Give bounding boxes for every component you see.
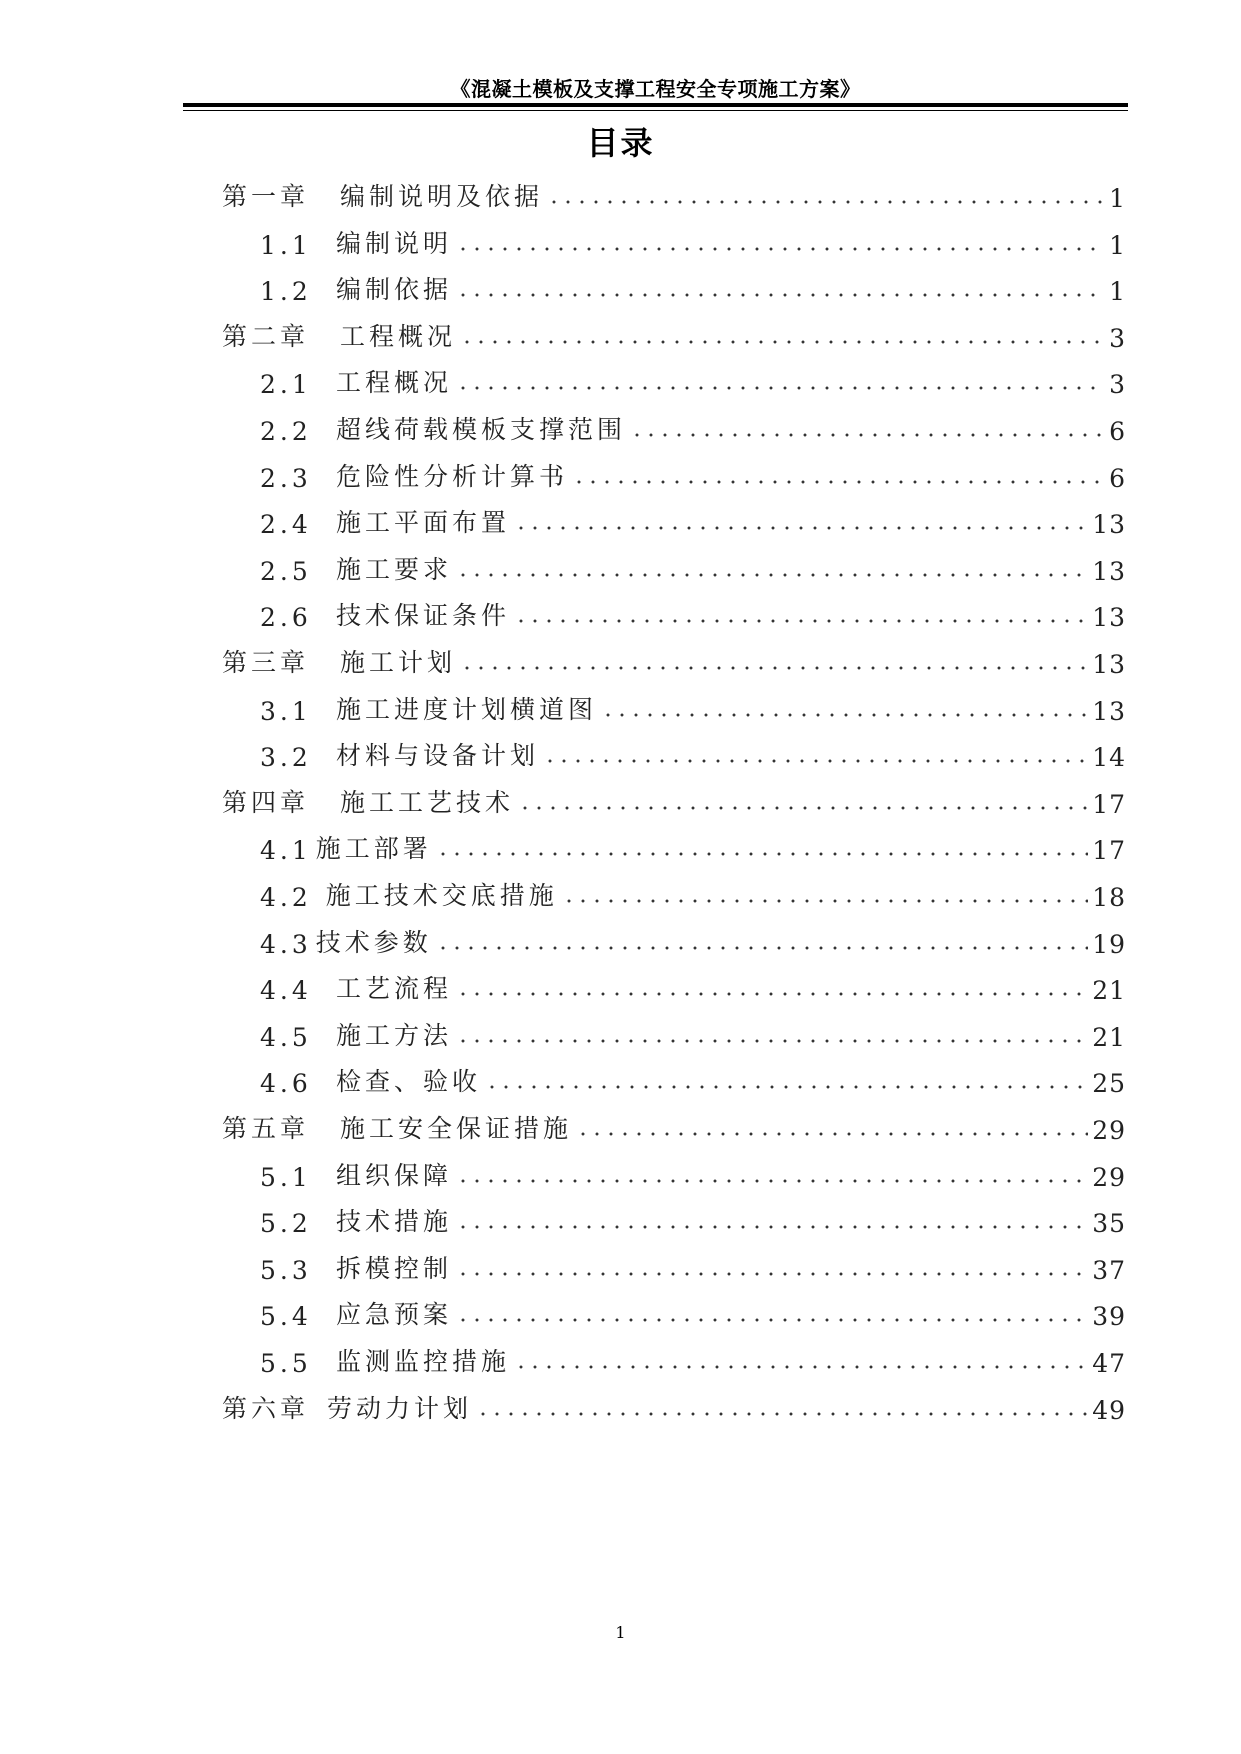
- toc-entry[interactable]: [260, 732, 1126, 772]
- toc-leader-dots: [576, 1132, 1088, 1136]
- toc-entry[interactable]: [260, 406, 1126, 446]
- toc-entry-page: 19: [1092, 929, 1126, 959]
- toc-entry-number: 第四章: [222, 787, 310, 817]
- toc-leader-dots: [456, 293, 1105, 297]
- toc-entry[interactable]: [222, 1105, 1126, 1145]
- toc-entry-number: 5.2: [260, 1209, 312, 1239]
- toc-entry-number: 4.2: [260, 883, 312, 912]
- toc-entry-number: 第一章: [222, 182, 310, 211]
- toc-entry[interactable]: [260, 592, 1126, 632]
- toc-entry-number: 第六章: [222, 1393, 310, 1423]
- toc-leader-dots: [547, 200, 1105, 204]
- toc-leader-dots: [514, 619, 1088, 623]
- toc-entry-number: 第二章: [222, 321, 310, 351]
- toc-leader-dots: [456, 386, 1105, 390]
- toc-leader-dots: [562, 899, 1088, 903]
- toc-entry[interactable]: [260, 499, 1126, 539]
- toc-leader-dots: [630, 433, 1105, 437]
- toc-entry-number: 5.5: [260, 1349, 312, 1378]
- toc-entry-label: 施工进度计划横道图: [336, 694, 598, 724]
- toc-entry-label: 材料与设备计划: [336, 741, 540, 771]
- toc-entry-number: 2.4: [260, 510, 312, 540]
- toc-entry[interactable]: [260, 220, 1126, 260]
- toc-entry-page: 47: [1092, 1349, 1126, 1378]
- toc-entry-page: 39: [1092, 1302, 1126, 1332]
- document-header-title: 《混凝土模板及支撑工程安全专项施工方案》: [450, 77, 861, 101]
- toc-entry-label: 施工安全保证措施: [340, 1114, 573, 1143]
- toc-entry[interactable]: [222, 313, 1126, 353]
- toc-entry[interactable]: [260, 359, 1126, 399]
- toc-entry-label: 工艺流程: [336, 974, 453, 1004]
- toc-entry-page: 13: [1092, 556, 1126, 586]
- toc-entry-page: 17: [1092, 789, 1126, 819]
- page-number: 1: [615, 1623, 626, 1642]
- toc-entry-page: 1: [1109, 230, 1126, 260]
- toc-entry-number: 2.3: [260, 463, 312, 493]
- toc-leader-dots: [476, 1412, 1088, 1416]
- toc-entry-label: 施工工艺技术: [340, 787, 515, 817]
- toc-entry-number: 1.2: [260, 277, 312, 307]
- toc-entry-label: 监测监控措施: [336, 1347, 511, 1376]
- toc-entry-label: 技术保证条件: [336, 601, 511, 631]
- toc-entry-page: 14: [1092, 743, 1126, 773]
- toc-entry-label: 施工部署: [315, 834, 432, 864]
- toc-entry-label: 施工计划: [340, 648, 457, 677]
- toc-entry-page: 13: [1092, 603, 1126, 633]
- toc-entry-number: 5.3: [260, 1255, 312, 1285]
- toc-leader-dots: [456, 573, 1088, 577]
- toc-leader-dots: [436, 946, 1088, 950]
- toc-entry-page: 1: [1109, 277, 1126, 307]
- toc-entry-number: 4.6: [260, 1069, 312, 1099]
- toc-entry-label: 施工平面布置: [336, 508, 511, 538]
- toc-entry[interactable]: [260, 266, 1126, 306]
- toc-entry-label: 技术措施: [336, 1207, 453, 1237]
- toc-entry[interactable]: [260, 919, 1126, 959]
- toc-leader-dots: [543, 759, 1088, 763]
- toc-entry-page: 6: [1109, 417, 1126, 446]
- toc-entry-label: 施工技术交底措施: [325, 881, 558, 910]
- toc-title: 目录: [586, 124, 655, 162]
- toc-entry-label: 组织保障: [336, 1160, 453, 1190]
- toc-entry[interactable]: [260, 1198, 1126, 1238]
- toc-entry-page: 3: [1109, 323, 1126, 353]
- toc-leader-dots: [456, 1039, 1088, 1043]
- toc-entry-label: 技术参数: [315, 927, 432, 957]
- toc-entry-page: 1: [1109, 184, 1126, 213]
- toc-entry-page: 17: [1092, 836, 1126, 866]
- toc-entry[interactable]: [260, 1245, 1126, 1285]
- toc-entry-page: 3: [1109, 370, 1126, 400]
- toc-entry-label: 应急预案: [336, 1300, 453, 1330]
- toc-entry-page: 29: [1092, 1116, 1126, 1145]
- toc-entry-label: 拆模控制: [336, 1253, 453, 1283]
- toc-entry-page: 18: [1092, 883, 1126, 912]
- toc-entry-number: 1.1: [260, 230, 312, 260]
- toc-leader-dots: [456, 992, 1088, 996]
- toc-entry-label: 编制说明: [336, 228, 453, 258]
- toc-entry-page: 13: [1092, 696, 1126, 726]
- toc-entry[interactable]: [260, 1012, 1126, 1052]
- toc-entry-label: 劳动力计划: [327, 1393, 473, 1423]
- toc-entry-page: 37: [1092, 1255, 1126, 1285]
- toc-leader-dots: [460, 340, 1105, 344]
- toc-leader-dots: [485, 1085, 1088, 1089]
- toc-entry-page: 6: [1109, 463, 1126, 493]
- toc-entry-page: 49: [1092, 1395, 1126, 1425]
- toc-entry-number: 3.2: [260, 743, 312, 773]
- toc-entry[interactable]: [260, 965, 1126, 1005]
- toc-entry-number: 第三章: [222, 648, 310, 677]
- toc-entry-label: 检查、验收: [336, 1067, 482, 1097]
- toc-entry-number: 5.1: [260, 1162, 312, 1192]
- toc-entry[interactable]: [260, 546, 1126, 586]
- toc-entry[interactable]: [260, 1338, 1126, 1378]
- toc-entry-number: 5.4: [260, 1302, 312, 1332]
- toc-entry-page: 25: [1092, 1069, 1126, 1099]
- toc-entry-label: 编制说明及依据: [340, 182, 544, 211]
- header-rule-thick: [183, 103, 1128, 107]
- toc-entry[interactable]: [260, 825, 1126, 865]
- toc-leader-dots: [436, 852, 1088, 856]
- toc-leader-dots: [460, 666, 1088, 670]
- toc-entry[interactable]: [222, 1385, 1126, 1425]
- toc-entry-number: 2.5: [260, 556, 312, 586]
- toc-entry-page: 29: [1092, 1162, 1126, 1192]
- toc-entry[interactable]: [260, 1291, 1126, 1331]
- toc-entry-page: 21: [1092, 976, 1126, 1006]
- toc-entry[interactable]: [222, 173, 1126, 213]
- toc-leader-dots: [456, 1272, 1088, 1276]
- toc-entry[interactable]: [222, 639, 1126, 679]
- toc-leader-dots: [601, 713, 1088, 717]
- header-rule-thin: [183, 110, 1128, 111]
- toc-entry[interactable]: [260, 872, 1126, 912]
- toc-entry-number: 2.1: [260, 370, 312, 400]
- toc-entry-number: 4.3: [260, 929, 312, 959]
- toc-leader-dots: [518, 806, 1088, 810]
- toc-entry-label: 编制依据: [336, 275, 453, 305]
- toc-leader-dots: [456, 1179, 1088, 1183]
- toc-leader-dots: [456, 1225, 1088, 1229]
- toc-entry-label: 工程概况: [340, 321, 457, 351]
- toc-leader-dots: [514, 1365, 1088, 1369]
- toc-entry-number: 2.2: [260, 417, 312, 446]
- toc-leader-dots: [572, 480, 1105, 484]
- toc-entry[interactable]: [222, 779, 1126, 819]
- toc-entry-page: 13: [1092, 510, 1126, 540]
- toc-entry-number: 4.4: [260, 976, 312, 1006]
- toc-entry[interactable]: [260, 453, 1126, 493]
- toc-entry-label: 施工方法: [336, 1020, 453, 1050]
- toc-leader-dots: [456, 1318, 1088, 1322]
- toc-entry-page: 35: [1092, 1209, 1126, 1239]
- toc-leader-dots: [456, 247, 1105, 251]
- toc-entry-page: 13: [1092, 650, 1126, 679]
- toc-entry-number: 4.1: [260, 836, 312, 866]
- toc-entry-label: 超线荷载模板支撑范围: [336, 415, 627, 444]
- toc-entry[interactable]: [260, 686, 1126, 726]
- toc-entry-number: 3.1: [260, 696, 312, 726]
- toc-entry-number: 4.5: [260, 1022, 312, 1052]
- toc-entry-label: 工程概况: [336, 368, 453, 398]
- toc-entry-label: 施工要求: [336, 554, 453, 584]
- toc-entry-number: 2.6: [260, 603, 312, 633]
- toc-entry-label: 危险性分析计算书: [336, 461, 569, 491]
- toc-entry[interactable]: [260, 1058, 1126, 1098]
- toc-entry[interactable]: [260, 1152, 1126, 1192]
- toc-entry-page: 21: [1092, 1022, 1126, 1052]
- toc-leader-dots: [514, 526, 1088, 530]
- toc-entry-number: 第五章: [222, 1114, 310, 1143]
